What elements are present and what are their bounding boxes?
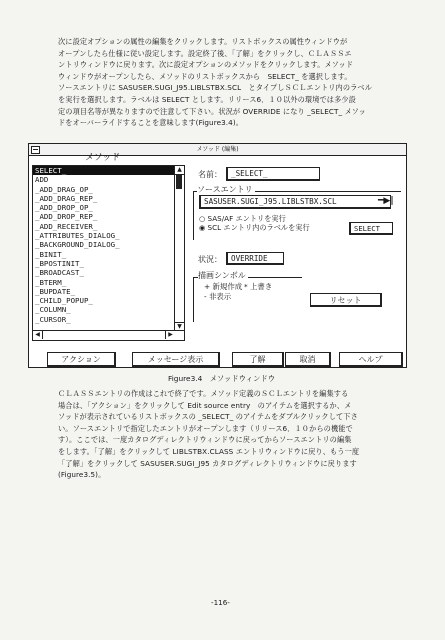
method-list-item[interactable]: _ADD_DROP_REP_ — [35, 212, 98, 222]
body-paragraph-2: ＣＬＡＳＳエントリの作成はこれで終了です。メソッド定義のＳＣＬエントリを編集する 場合は、「アクション」をクリックして Edit source entry のアイテムを選択するか、メ ソッドが表示されているリストボックスの _SELECT_ のアイテムをダブルクリックして下さ い。ソースエントリで指定したエントリがオープンします（リリース6．１０からの機能で す）。ここでは、一度カタログディレクトリウィンドウに戻ってからソースエントリの編集 をします。「了解」をクリックして LIBLSTBX.CLASS エントリウィンドウに戻り、もう一度 「了解」をクリックして SASUSER.SUGI_J95 カタログディレクトリウィンドウに戻ります (Figure3.5)。 — [58, 389, 360, 480]
method-list-item[interactable]: SELECT_ — [33, 166, 175, 175]
method-list-item[interactable]: _BACKGROUND_DIALOG_ — [35, 240, 120, 250]
method-list-item[interactable]: _BPOSTINIT_ — [35, 258, 84, 268]
method-list-item[interactable]: _ADD_DROP_OP_ — [35, 203, 93, 213]
method-list-item[interactable]: _ATTRIBUTES_DIALOG_ — [35, 231, 120, 241]
method-list-item[interactable]: _ADD_DRAG_OP_ — [35, 184, 93, 194]
help-button[interactable]: ヘルプ — [339, 352, 403, 367]
method-list-item[interactable]: _BUPDATE_ — [35, 286, 76, 296]
method-list-item[interactable]: _ADD_DRAG_REP_ — [35, 193, 98, 203]
horizontal-scrollbar[interactable] — [33, 330, 184, 340]
source-browse-arrow-icon[interactable]: ━▶| — [378, 196, 394, 206]
method-list-item[interactable]: _CHILD_POPUP_ — [35, 296, 93, 306]
body-paragraph-1: 次に設定オプションの属性の編集をクリックします。リストボックスの属性ウィンドウが オープンしたら仕様に従い設定します。設定終了後、「了解」をクリックし、ＣＬＡＳＳエ ントリウィンドウに戻ります。次に設定オプションのメソッドをクリックします。メソッド ウィンドウがオープンしたら、メソッドのリストボックスから SELECT_ を選択します。 ソースエントリに SASUSER.SUGI_J95.LIBLSTBX.SCL とタイプしＳＣＬエントリ内のラベル を実行を選択します。ラベルは SELECT とします。リリース6．１０以外の環境では多少設 定の項目名等が異なりますので注意して下さい。状況が OVERRIDE になり _SELECT_ メソッ ドをオーバーライドすることを意味します(Figure3.4)。 — [58, 37, 372, 128]
draw-symbol-label: 描画シンボル — [198, 271, 246, 280]
method-list-items[interactable] — [33, 166, 175, 324]
name-field[interactable]: _SELECT_ — [226, 167, 320, 181]
page-number: -116- — [211, 598, 230, 607]
draw-symbol-new: + 新規作成 — [204, 282, 243, 291]
label-field[interactable]: SELECT — [349, 222, 393, 235]
vertical-scrollbar[interactable] — [174, 166, 184, 331]
method-list-item[interactable]: _BINIT_ — [35, 249, 67, 259]
method-list-item[interactable]: _BROADCAST_ — [35, 268, 84, 278]
method-list-item[interactable]: _ADD_RECEIVER_ — [35, 221, 98, 231]
radio-run-scl-label[interactable]: ◉ SCL エントリ内のラベルを実行 — [199, 223, 310, 232]
draw-symbol-hidden: - 非表示 — [204, 292, 232, 301]
action-button[interactable]: アクション — [47, 352, 116, 367]
method-list-item[interactable]: _CURSOR_ — [35, 314, 71, 324]
scroll-thumb[interactable] — [176, 175, 182, 189]
show-message-button[interactable]: メッセージ表示 — [132, 352, 220, 367]
method-listbox[interactable] — [32, 165, 185, 341]
method-list-item[interactable]: _COLUMN_ — [35, 305, 71, 315]
status-label: 状況： — [198, 255, 222, 264]
method-list-item[interactable]: _BTERM_ — [35, 277, 67, 287]
scroll-up-icon[interactable]: ▲ — [175, 166, 184, 175]
scroll-down-icon[interactable]: ▼ — [175, 322, 184, 331]
radio-run-af-entry[interactable]: ○ SAS/AF エントリを実行 — [199, 214, 286, 223]
method-window — [28, 143, 407, 368]
source-entry-label: ソースエントリ — [197, 185, 253, 194]
name-label: 名前： — [198, 170, 222, 179]
method-list-item[interactable]: ADD — [35, 175, 49, 185]
scroll-right-icon[interactable]: ▶ — [165, 331, 175, 339]
system-menu-icon[interactable] — [31, 146, 40, 154]
ok-button[interactable]: 了解 — [232, 352, 284, 367]
cancel-button[interactable]: 取消 — [285, 352, 331, 367]
draw-symbol-overwrite: * 上書き — [244, 282, 273, 291]
scroll-left-icon[interactable]: ◀ — [33, 331, 43, 339]
reset-button[interactable]: リセット — [310, 293, 382, 307]
source-entry-field[interactable]: SASUSER.SUGI_J95.LIBLSTBX.SCL — [199, 195, 391, 209]
method-list-label: メソッド — [85, 153, 121, 163]
window-title: メソッド (編集) — [196, 146, 239, 153]
figure-caption: Figure3.4 メソッドウィンドウ — [168, 374, 276, 383]
status-field[interactable]: OVERRIDE — [226, 252, 284, 265]
